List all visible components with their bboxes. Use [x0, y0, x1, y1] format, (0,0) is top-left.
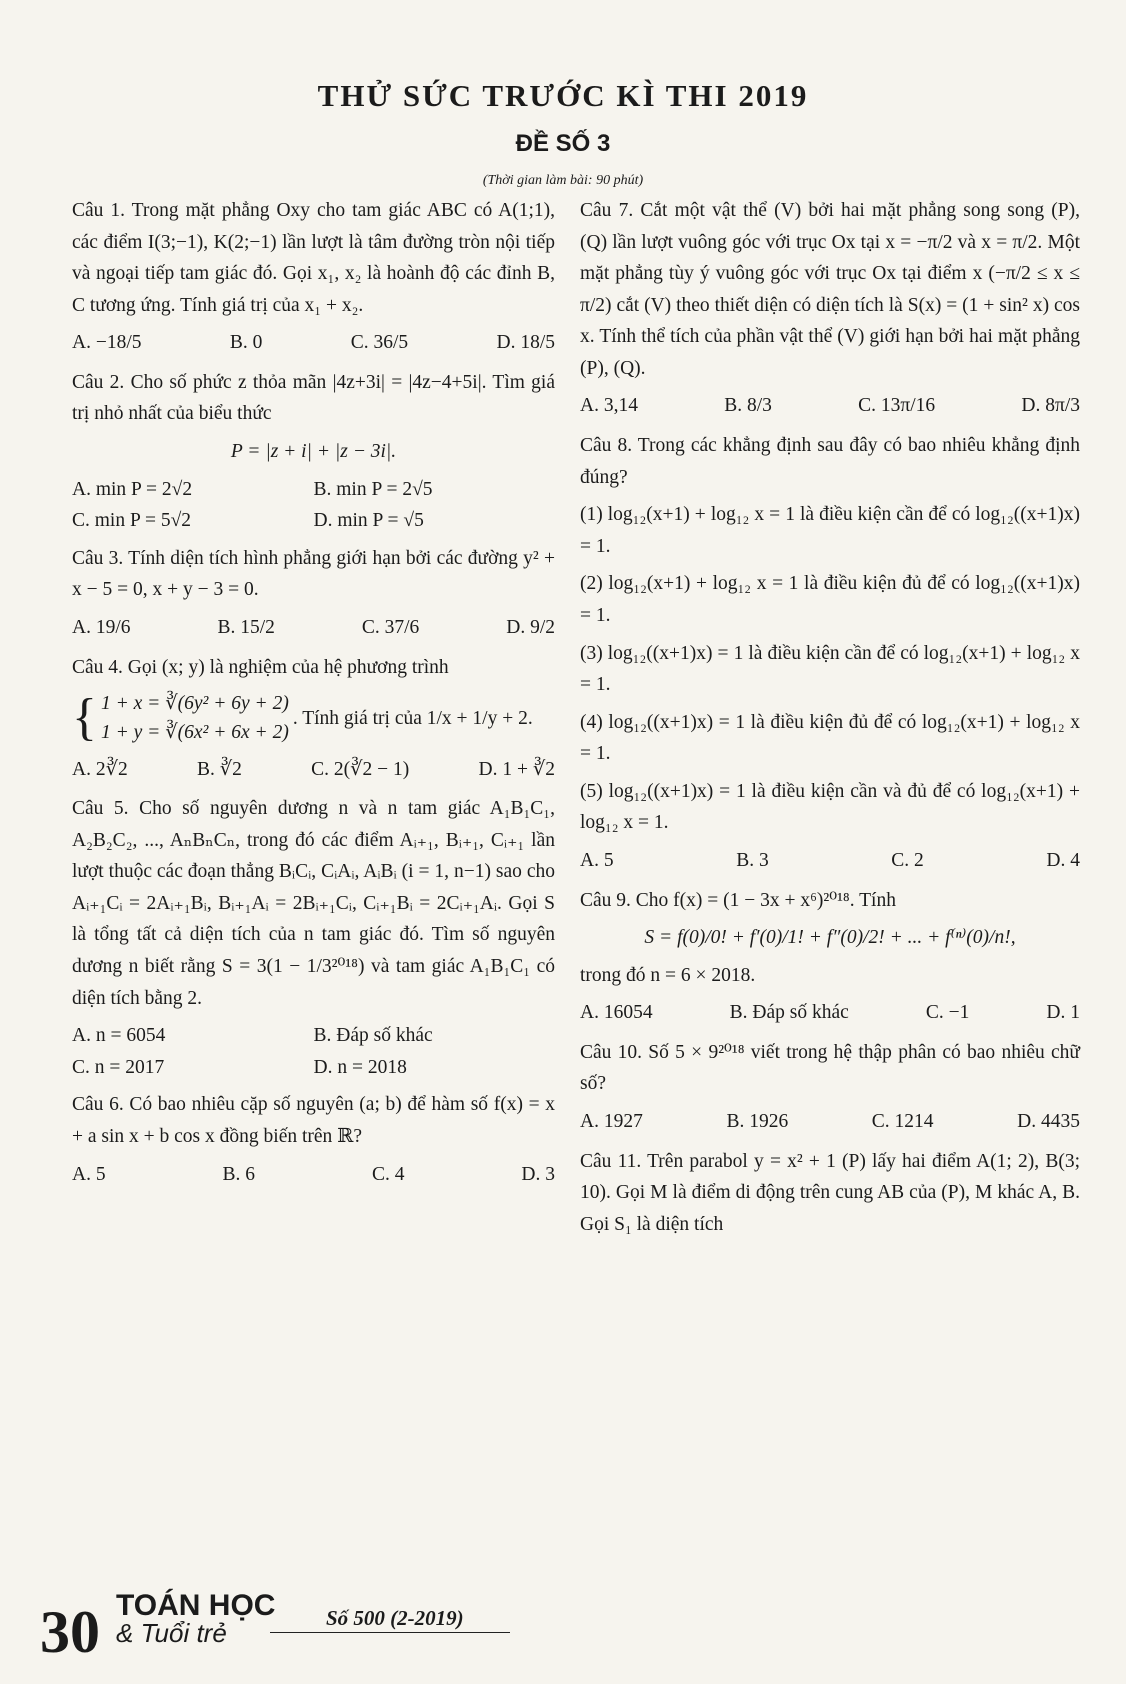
- option-b: B. 8/3: [724, 395, 772, 417]
- question-1: [72, 195, 555, 359]
- statement-3: (3) log₁₂((x+1)x) = 1 là điều kiện cần để có log₁₂(x+1) + log₁₂ x = 1.: [580, 642, 1080, 696]
- option-c: C. min P = 5√2: [72, 510, 192, 532]
- option-c: C. 36/5: [350, 332, 409, 354]
- option-c: C. −1: [925, 1002, 970, 1024]
- option-d: D. 4: [1046, 849, 1080, 871]
- page-number: 30: [40, 1599, 100, 1665]
- question-9: [580, 885, 1080, 1029]
- option-a: A. 5: [580, 849, 614, 871]
- option-b: B. 0: [229, 332, 263, 354]
- answer-options: [72, 1020, 555, 1083]
- question-text: Câu 3. Tính diện tích hình phẳng giới hạn bởi các đường y² + x − 5 = 0, x + y − 3 = 0.: [72, 547, 555, 601]
- option-c: C. 1214: [871, 1111, 934, 1133]
- option-d: D. 8π/3: [1021, 395, 1080, 417]
- question-tail: trong đó n = 6 × 2018.: [580, 964, 756, 986]
- answer-options: [580, 1106, 1080, 1138]
- brand-top: TOÁN HỌC: [116, 1589, 276, 1622]
- question-6: [72, 1089, 555, 1190]
- option-c: C. 2(∛2 − 1): [311, 758, 410, 780]
- exam-title: THỬ SỨC TRƯỚC KÌ THI 2019: [317, 78, 809, 113]
- question-text: Câu 1. Trong mặt phẳng Oxy cho tam giác ABC có A(1;1), các điểm I(3;−1), K(2;−1) lần lượt là tâm đường tròn nội tiếp và ngoại tiếp tam giác đó. Gọi x₁, x₂ là hoành độ các đỉnh B, C tương ứng. Tính giá trị của x₁ + x₂.: [72, 200, 555, 316]
- answer-options: [72, 612, 555, 644]
- option-d: D. 3: [521, 1163, 555, 1185]
- question-text: Câu 4. Gọi (x; y) là nghiệm của hệ phương trình: [72, 656, 449, 678]
- option-c: C. 2: [891, 849, 924, 871]
- question-text: Câu 5. Cho số nguyên dương n và n tam giác A₁B₁C₁, A₂B₂C₂, ..., AₙBₙCₙ, trong đó các điểm Aᵢ₊₁, Bᵢ₊₁, Cᵢ₊₁ lần lượt thuộc các đoạn thẳng BᵢCᵢ, CᵢAᵢ, AᵢBᵢ (i = 1, n−1) sao cho Aᵢ₊₁Cᵢ = 2Aᵢ₊₁Bᵢ, Bᵢ₊₁Aᵢ = 2Bᵢ₊₁Cᵢ, Cᵢ₊₁Bᵢ = 2Cᵢ₊₁Aᵢ. Gọi S là tổng tất cả diện tích của n tam giác đó. Tìm số nguyên dương n biết rằng S = 3(1 − 1/3²⁰¹⁸) và tam giác A₁B₁C₁ có diện tích bằng 2.: [72, 798, 555, 1009]
- option-d: D. 1 + ∛2: [478, 758, 555, 780]
- question-8: [580, 430, 1080, 877]
- option-a: A. 5: [72, 1163, 106, 1185]
- question-formula: P = |z + i| + |z − 3i|.: [230, 441, 397, 463]
- option-b: B. Đáp số khác: [313, 1025, 433, 1047]
- answer-options: [580, 390, 1080, 422]
- question-text: Câu 7. Cắt một vật thể (V) bởi hai mặt phẳng song song (P), (Q) lần lượt vuông góc với trục Ox tại x = −π/2 và x = π/2. Một mặt phẳng tùy ý vuông góc với trục Ox tại điểm x (−π/2 ≤ x ≤ π/2) cắt (V) theo thiết diện có diện tích là S(x) = (1 + sin² x) cos x. Tính thể tích của phần vật thể (V) giới hạn bởi hai mặt phẳng (P), (Q).: [580, 200, 1080, 379]
- statement-5: (5) log₁₂((x+1)x) = 1 là điều kiện cần và đủ để có log₁₂(x+1) + log₁₂ x = 1.: [580, 780, 1080, 834]
- question-text: Câu 10. Số 5 × 9²⁰¹⁸ viết trong hệ thập phân có bao nhiêu chữ số?: [580, 1041, 1080, 1095]
- brand-bottom: & Tuổi trẻ: [116, 1617, 227, 1648]
- option-d: D. 18/5: [496, 332, 555, 354]
- option-a: A. 1927: [580, 1111, 643, 1133]
- right-column: [580, 195, 1080, 1246]
- option-a: A. n = 6054: [72, 1025, 166, 1047]
- option-d: D. 9/2: [506, 616, 555, 638]
- question-11: [580, 1146, 1080, 1241]
- option-a: A. 3,14: [580, 395, 638, 417]
- option-c: C. n = 2017: [72, 1056, 165, 1078]
- option-b: B. 6: [222, 1163, 256, 1185]
- system-equation-2: 1 + y = ∛(6x² + 6x + 2): [100, 722, 289, 744]
- question-5: [72, 793, 555, 1083]
- question-text: Câu 9. Cho f(x) = (1 − 3x + x⁶)²⁰¹⁸. Tính: [580, 889, 896, 911]
- answer-options: [72, 327, 555, 359]
- left-column: [72, 195, 555, 1198]
- option-a: A. min P = 2√2: [72, 478, 193, 500]
- option-a: A. 16054: [580, 1002, 653, 1024]
- magazine-logo: [116, 1589, 276, 1648]
- issue-number: Số 500 (2-2019): [326, 1606, 464, 1630]
- question-formula: S = f(0)/0! + f′(0)/1! + f″(0)/2! + ... + f⁽ⁿ⁾(0)/n!,: [644, 927, 1016, 949]
- option-a: A. 2∛2: [72, 758, 128, 780]
- question-7: [580, 195, 1080, 422]
- option-d: D. min P = √5: [313, 510, 424, 532]
- statement-2: (2) log₁₂(x+1) + log₁₂ x = 1 là điều kiện đủ để có log₁₂((x+1)x) = 1.: [580, 573, 1080, 626]
- option-c: C. 13π/16: [858, 395, 936, 417]
- question-text: Câu 8. Trong các khẳng định sau đây có bao nhiêu khẳng định đúng?: [580, 435, 1080, 488]
- option-d: D. n = 2018: [313, 1056, 407, 1078]
- option-b: B. 1926: [726, 1111, 789, 1133]
- option-b: B. min P = 2√5: [313, 478, 433, 500]
- option-b: B. 3: [736, 849, 769, 871]
- question-10: [580, 1037, 1080, 1138]
- question-text: Câu 2. Cho số phức z thỏa mãn |4z+3i| = |4z−4+5i|. Tìm giá trị nhỏ nhất của biểu thức: [72, 371, 555, 425]
- option-c: C. 4: [371, 1163, 405, 1185]
- option-c: C. 37/6: [361, 616, 420, 638]
- answer-options: [580, 997, 1080, 1029]
- option-b: B. 15/2: [217, 616, 275, 638]
- statement-4: (4) log₁₂((x+1)x) = 1 là điều kiện đủ để có log₁₂(x+1) + log₁₂ x = 1.: [580, 711, 1080, 765]
- question-3: [72, 543, 555, 644]
- footer-rule: [270, 1632, 510, 1633]
- option-b: B. Đáp số khác: [729, 1002, 849, 1024]
- exam-subtitle: ĐỀ SỐ 3: [515, 130, 611, 157]
- answer-options: [72, 754, 555, 786]
- system-brace: {: [72, 689, 97, 747]
- question-4: [72, 652, 555, 786]
- answer-options: [580, 845, 1080, 877]
- question-text: Câu 6. Có bao nhiêu cặp số nguyên (a; b) để hàm số f(x) = x + a sin x + b cos x đồng biến trên ℝ?: [72, 1094, 555, 1147]
- option-d: D. 1: [1046, 1002, 1080, 1024]
- question-text: Câu 11. Trên parabol y = x² + 1 (P) lấy hai điểm A(1; 2), B(3; 10). Gọi M là điểm di động trên cung AB của (P), M khác A, B. Gọi S₁ là diện tích: [580, 1150, 1080, 1235]
- option-b: B. ∛2: [196, 758, 242, 780]
- answer-options: [72, 474, 555, 537]
- question-2: [72, 367, 555, 537]
- answer-options: [72, 1159, 555, 1191]
- exam-time: (Thời gian làm bài: 90 phút): [482, 173, 644, 188]
- option-a: A. 19/6: [72, 616, 131, 638]
- system-equation-1: 1 + x = ∛(6y² + 6y + 2): [100, 693, 289, 715]
- statement-1: (1) log₁₂(x+1) + log₁₂ x = 1 là điều kiện cần để có log₁₂((x+1)x) = 1.: [580, 504, 1080, 557]
- option-d: D. 4435: [1017, 1111, 1080, 1133]
- equation-system: [72, 689, 555, 748]
- option-a: A. −18/5: [72, 332, 142, 354]
- question-tail: . Tính giá trị của 1/x + 1/y + 2.: [292, 707, 533, 729]
